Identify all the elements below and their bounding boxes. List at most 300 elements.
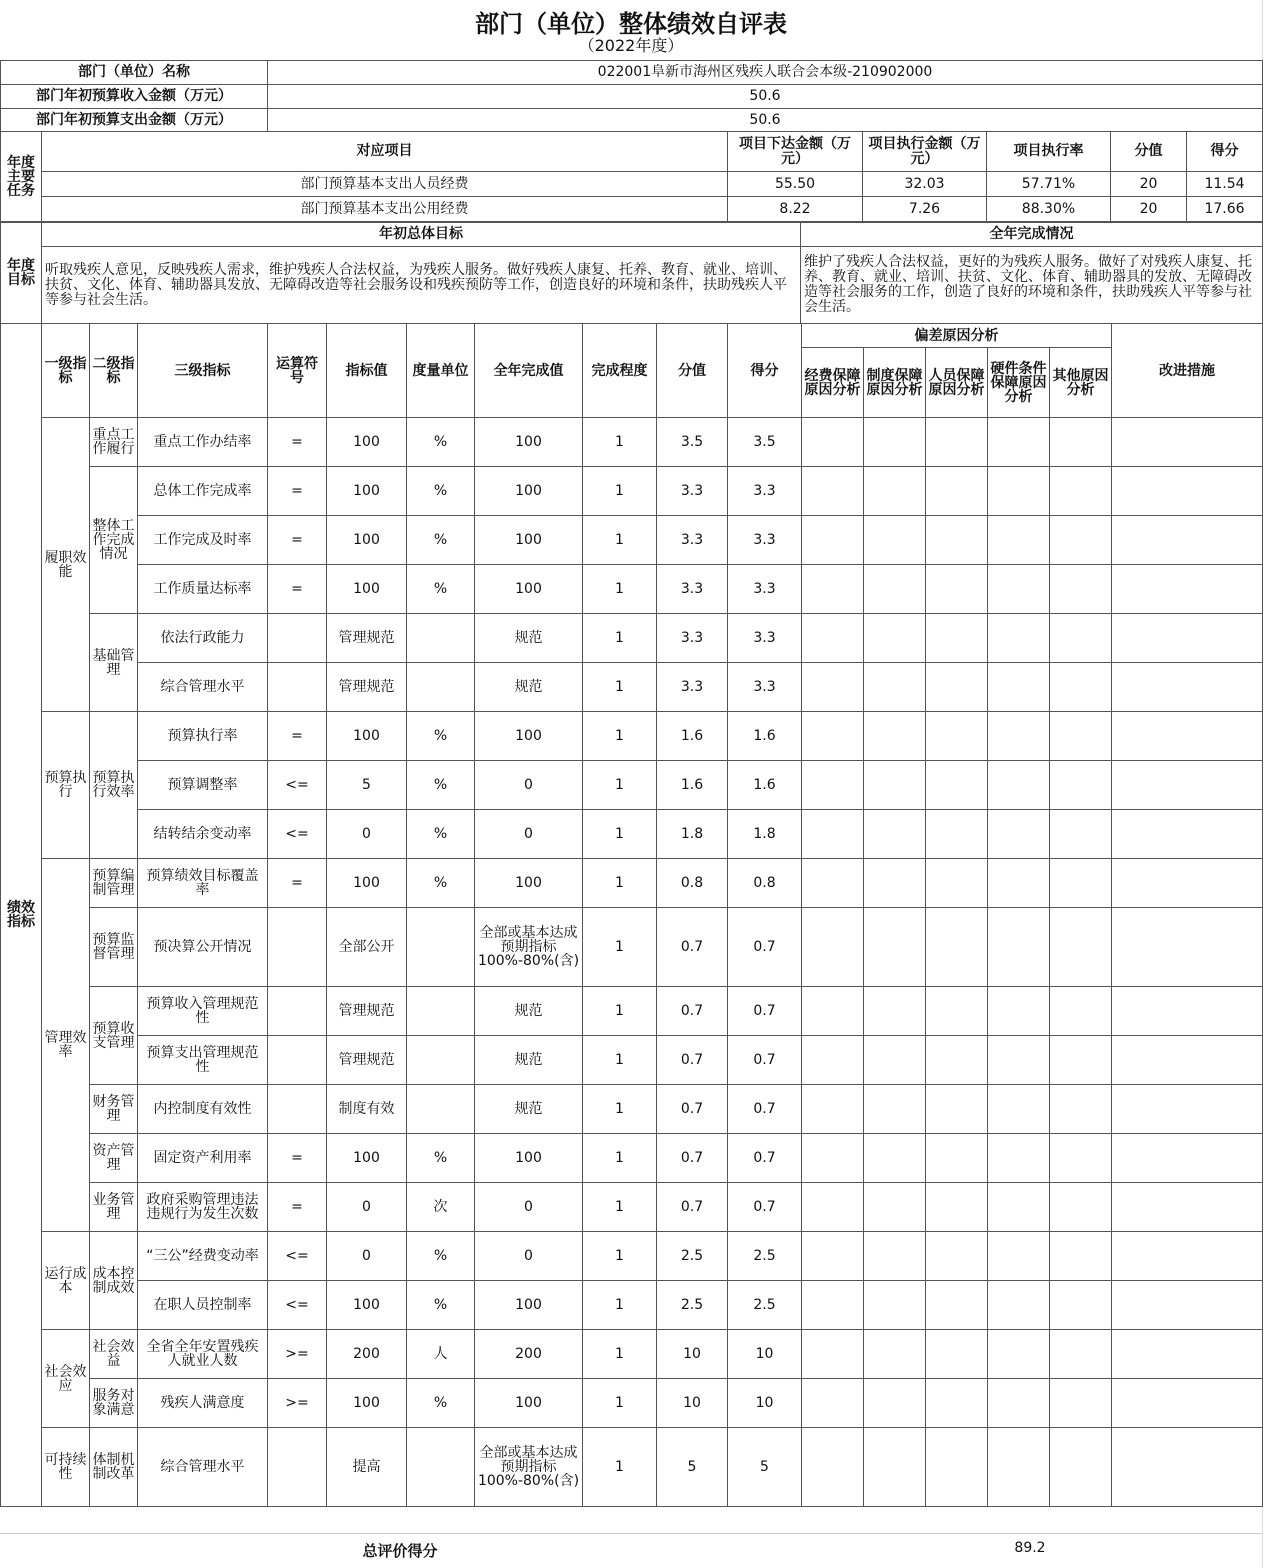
deviation-cell-1: [802, 1428, 864, 1507]
operator: =: [268, 712, 327, 761]
unit: %: [407, 418, 475, 467]
score-got: 1.6: [728, 761, 802, 810]
target-value: 管理规范: [327, 663, 407, 712]
deviation-cell-1: [802, 1085, 864, 1134]
deviation-cell-2: [864, 614, 926, 663]
deviation-cell-2: [864, 1232, 926, 1281]
completion-degree: 1: [583, 614, 657, 663]
goals-initial-header: 年初总体目标: [42, 223, 801, 247]
unit: 次: [407, 1183, 475, 1232]
improvement-cell: [1112, 761, 1263, 810]
score-weight: 2.5: [657, 1232, 728, 1281]
deviation-cell-2: [864, 1330, 926, 1379]
table-row: [1, 859, 1263, 908]
score-weight: 0.7: [657, 1085, 728, 1134]
operator: =: [268, 516, 327, 565]
deviation-cell-3: [926, 1232, 988, 1281]
perf-header-improve: 改进措施: [1112, 324, 1263, 418]
deviation-cell-2: [864, 663, 926, 712]
deviation-cell-1: [802, 1134, 864, 1183]
target-value: 5: [327, 761, 407, 810]
table-row: [1, 565, 1263, 614]
score-weight: 3.3: [657, 565, 728, 614]
deviation-cell-4: [988, 418, 1050, 467]
target-value: 提高: [327, 1428, 407, 1507]
deviation-cell-2: [864, 761, 926, 810]
unit: 人: [407, 1330, 475, 1379]
score-weight: 1.6: [657, 761, 728, 810]
score-got: 1.6: [728, 712, 802, 761]
operator: >=: [268, 1330, 327, 1379]
completion-degree: 1: [583, 1379, 657, 1428]
table-row: [1, 1330, 1263, 1379]
level1-indicator: 履职效能: [42, 418, 90, 712]
score-weight: 0.7: [657, 1183, 728, 1232]
deviation-cell-3: [926, 418, 988, 467]
unit: %: [407, 565, 475, 614]
score-got: 10: [728, 1379, 802, 1428]
deviation-cell-4: [988, 1428, 1050, 1507]
deviation-cell-1: [802, 1183, 864, 1232]
unit: %: [407, 1379, 475, 1428]
target-value: 100: [327, 565, 407, 614]
deviation-cell-4: [988, 1379, 1050, 1428]
score-got: 3.3: [728, 467, 802, 516]
completion-degree: 1: [583, 712, 657, 761]
completion-degree: 1: [583, 1134, 657, 1183]
actual-value: 0: [475, 810, 583, 859]
score-got: 0.7: [728, 1036, 802, 1085]
level2-indicator: 资产管理: [90, 1134, 138, 1183]
task-name: 部门预算基本支出人员经费: [42, 172, 728, 197]
actual-value: 100: [475, 467, 583, 516]
score-weight: 0.7: [657, 908, 728, 987]
deviation-cell-3: [926, 987, 988, 1036]
score-weight: 0.8: [657, 859, 728, 908]
level2-indicator: 预算编制管理: [90, 859, 138, 908]
table-row: [1, 987, 1263, 1036]
deviation-cell-1: [802, 859, 864, 908]
completion-degree: 1: [583, 1085, 657, 1134]
level1-indicator: 运行成本: [42, 1232, 90, 1330]
deviation-cell-2: [864, 1085, 926, 1134]
deviation-cell-4: [988, 761, 1050, 810]
unit: %: [407, 810, 475, 859]
unit: %: [407, 1134, 475, 1183]
deviation-cell-5: [1050, 1330, 1112, 1379]
improvement-cell: [1112, 1036, 1263, 1085]
target-value: 100: [327, 859, 407, 908]
perf-header-degree: 完成程度: [583, 324, 657, 418]
improvement-cell: [1112, 418, 1263, 467]
table-row: [1, 810, 1263, 859]
info-table: [0, 60, 1263, 132]
actual-value: 100: [475, 712, 583, 761]
deviation-cell-2: [864, 1281, 926, 1330]
score-got: 0.8: [728, 859, 802, 908]
improvement-cell: [1112, 565, 1263, 614]
deviation-cell-1: [802, 1330, 864, 1379]
table-row: [1, 1379, 1263, 1428]
perf-header-target: 指标值: [327, 324, 407, 418]
deviation-cell-1: [802, 1036, 864, 1085]
perf-header-d3: 人员保障原因分析: [926, 348, 988, 418]
level3-indicator: “三公”经费变动率: [138, 1232, 268, 1281]
operator: =: [268, 1183, 327, 1232]
deviation-cell-2: [864, 1134, 926, 1183]
perf-header-deviation: 偏差原因分析: [802, 324, 1112, 348]
deviation-cell-4: [988, 712, 1050, 761]
deviation-cell-4: [988, 1281, 1050, 1330]
deviation-cell-5: [1050, 1134, 1112, 1183]
goals-done-text: 维护了残疾人合法权益，更好的为残疾人服务。做好了对残疾人康复、托养、教育、就业、培训、扶贫、文化、体育、辅助器具的发放、无障碍改造等社会服务的工作，创造了良好的环境和条件，扶助残疾人平等参与社会生活。: [801, 247, 1263, 324]
level3-indicator: 在职人员控制率: [138, 1281, 268, 1330]
unit: %: [407, 761, 475, 810]
deviation-cell-5: [1050, 614, 1112, 663]
perf-header-l3: 三级指标: [138, 324, 268, 418]
deviation-cell-5: [1050, 516, 1112, 565]
target-value: 0: [327, 1232, 407, 1281]
target-value: 管理规范: [327, 987, 407, 1036]
score-got: 1.8: [728, 810, 802, 859]
level3-indicator: 政府采购管理违法违规行为发生次数: [138, 1183, 268, 1232]
level1-indicator: 可持续性: [42, 1428, 90, 1507]
unit: [407, 1085, 475, 1134]
tasks-header-project: 对应项目: [42, 132, 728, 172]
goals-done-header: 全年完成情况: [801, 223, 1263, 247]
operator: [268, 1085, 327, 1134]
deviation-cell-3: [926, 712, 988, 761]
score-weight: 10: [657, 1379, 728, 1428]
deviation-cell-1: [802, 761, 864, 810]
table-row: [1, 908, 1263, 987]
level2-indicator: 财务管理: [90, 1085, 138, 1134]
expense-value: 50.6: [268, 109, 1263, 132]
deviation-cell-3: [926, 467, 988, 516]
perf-header-d5: 其他原因分析: [1050, 348, 1112, 418]
improvement-cell: [1112, 663, 1263, 712]
improvement-cell: [1112, 467, 1263, 516]
deviation-cell-1: [802, 987, 864, 1036]
income-value: 50.6: [268, 85, 1263, 109]
unit: %: [407, 712, 475, 761]
level1-indicator: 预算执行: [42, 712, 90, 859]
level3-indicator: 预算绩效目标覆盖率: [138, 859, 268, 908]
target-value: 0: [327, 1183, 407, 1232]
deviation-cell-2: [864, 810, 926, 859]
unit: [407, 987, 475, 1036]
completion-degree: 1: [583, 987, 657, 1036]
table-row: [1, 712, 1263, 761]
actual-value: 100: [475, 565, 583, 614]
deviation-cell-3: [926, 810, 988, 859]
unit: [407, 614, 475, 663]
deviation-cell-1: [802, 1379, 864, 1428]
level3-indicator: 依法行政能力: [138, 614, 268, 663]
perf-header-actual: 全年完成值: [475, 324, 583, 418]
deviation-cell-1: [802, 565, 864, 614]
deviation-cell-3: [926, 1134, 988, 1183]
expense-label: 部门年初预算支出金额（万元）: [1, 109, 268, 132]
level3-indicator: 总体工作完成率: [138, 467, 268, 516]
score-got: 3.3: [728, 565, 802, 614]
deviation-cell-1: [802, 1232, 864, 1281]
deviation-cell-5: [1050, 1085, 1112, 1134]
table-row: [1, 1183, 1263, 1232]
deviation-cell-3: [926, 761, 988, 810]
deviation-cell-2: [864, 712, 926, 761]
improvement-cell: [1112, 1232, 1263, 1281]
goals-side-label: 年度目标: [1, 223, 42, 324]
goals-initial-text: 听取残疾人意见，反映残疾人需求，维护残疾人合法权益，为残疾人服务。做好残疾人康复、托养、教育、就业、培训、扶贫、文化、体育、辅助器具发放、无障碍改造等社会服务设和残疾预防等工作，创造良好的环境和条件，扶助残疾人平等参与社会生活。: [42, 247, 801, 324]
level3-indicator: 工作完成及时率: [138, 516, 268, 565]
task-got: 17.66: [1187, 197, 1263, 222]
level3-indicator: 预决算公开情况: [138, 908, 268, 987]
level3-indicator: 综合管理水平: [138, 663, 268, 712]
completion-degree: 1: [583, 859, 657, 908]
score-got: 3.3: [728, 663, 802, 712]
deviation-cell-3: [926, 1281, 988, 1330]
unit: %: [407, 1281, 475, 1330]
actual-value: 100: [475, 1281, 583, 1330]
perf-header-op: 运算符号: [268, 324, 327, 418]
level3-indicator: 工作质量达标率: [138, 565, 268, 614]
deviation-cell-4: [988, 810, 1050, 859]
actual-value: 100: [475, 516, 583, 565]
actual-value: 规范: [475, 987, 583, 1036]
actual-value: 200: [475, 1330, 583, 1379]
level2-indicator: 业务管理: [90, 1183, 138, 1232]
score-got: 5: [728, 1428, 802, 1507]
deviation-cell-2: [864, 516, 926, 565]
perf-header-score: 分值: [657, 324, 728, 418]
target-value: 0: [327, 810, 407, 859]
unit: %: [407, 859, 475, 908]
table-row: [1, 516, 1263, 565]
actual-value: 规范: [475, 1036, 583, 1085]
operator: =: [268, 859, 327, 908]
deviation-cell-5: [1050, 1036, 1112, 1085]
score-got: 0.7: [728, 1085, 802, 1134]
improvement-cell: [1112, 987, 1263, 1036]
deviation-cell-3: [926, 1085, 988, 1134]
completion-degree: 1: [583, 1281, 657, 1330]
level3-indicator: 内控制度有效性: [138, 1085, 268, 1134]
table-row: [1, 467, 1263, 516]
deviation-cell-2: [864, 1379, 926, 1428]
perf-header-d2: 制度保障原因分析: [864, 348, 926, 418]
actual-value: 100: [475, 1134, 583, 1183]
completion-degree: 1: [583, 1183, 657, 1232]
perf-header-d1: 经费保障原因分析: [802, 348, 864, 418]
operator: =: [268, 565, 327, 614]
operator: =: [268, 1134, 327, 1183]
deviation-cell-4: [988, 1232, 1050, 1281]
dept-name-value: 022001阜新市海州区残疾人联合会本级-210902000: [268, 61, 1263, 85]
deviation-cell-2: [864, 908, 926, 987]
level3-indicator: 残疾人满意度: [138, 1379, 268, 1428]
deviation-cell-1: [802, 1281, 864, 1330]
deviation-cell-3: [926, 859, 988, 908]
table-row: [1, 172, 1263, 197]
task-rate: 57.71%: [987, 172, 1111, 197]
deviation-cell-5: [1050, 1281, 1112, 1330]
improvement-cell: [1112, 1330, 1263, 1379]
tasks-header-issued: 项目下达金额（万元）: [728, 132, 863, 172]
score-got: 2.5: [728, 1232, 802, 1281]
improvement-cell: [1112, 908, 1263, 987]
deviation-cell-1: [802, 516, 864, 565]
deviation-cell-2: [864, 418, 926, 467]
task-score: 20: [1111, 197, 1187, 222]
deviation-cell-5: [1050, 663, 1112, 712]
improvement-cell: [1112, 1281, 1263, 1330]
total-score-label: 总评价得分: [362, 1542, 438, 1560]
deviation-cell-5: [1050, 1379, 1112, 1428]
improvement-cell: [1112, 614, 1263, 663]
performance-table: [0, 323, 1263, 1507]
unit: [407, 663, 475, 712]
improvement-cell: [1112, 1134, 1263, 1183]
operator: <=: [268, 1232, 327, 1281]
deviation-cell-5: [1050, 761, 1112, 810]
target-value: 全部公开: [327, 908, 407, 987]
completion-degree: 1: [583, 810, 657, 859]
score-got: 2.5: [728, 1281, 802, 1330]
score-weight: 0.7: [657, 1134, 728, 1183]
total-score-value: 89.2: [1014, 1540, 1046, 1556]
level2-indicator: 预算收支管理: [90, 987, 138, 1085]
task-issued: 8.22: [728, 197, 863, 222]
deviation-cell-4: [988, 908, 1050, 987]
deviation-cell-3: [926, 516, 988, 565]
target-value: 100: [327, 1134, 407, 1183]
improvement-cell: [1112, 859, 1263, 908]
actual-value: 0: [475, 1183, 583, 1232]
table-row: [1, 1428, 1263, 1507]
deviation-cell-5: [1050, 987, 1112, 1036]
task-got: 11.54: [1187, 172, 1263, 197]
completion-degree: 1: [583, 1036, 657, 1085]
score-weight: 0.7: [657, 987, 728, 1036]
operator: =: [268, 418, 327, 467]
score-weight: 2.5: [657, 1281, 728, 1330]
target-value: 制度有效: [327, 1085, 407, 1134]
level2-indicator: 预算执行效率: [90, 712, 138, 859]
deviation-cell-1: [802, 810, 864, 859]
level3-indicator: 固定资产利用率: [138, 1134, 268, 1183]
deviation-cell-2: [864, 987, 926, 1036]
table-row: [1, 761, 1263, 810]
unit: [407, 1428, 475, 1507]
improvement-cell: [1112, 712, 1263, 761]
level2-indicator: 预算监督管理: [90, 908, 138, 987]
completion-degree: 1: [583, 1428, 657, 1507]
deviation-cell-2: [864, 1036, 926, 1085]
score-weight: 3.3: [657, 614, 728, 663]
deviation-cell-5: [1050, 908, 1112, 987]
actual-value: 规范: [475, 663, 583, 712]
improvement-cell: [1112, 1379, 1263, 1428]
target-value: 100: [327, 1379, 407, 1428]
table-row: [1, 418, 1263, 467]
level2-indicator: 成本控制成效: [90, 1232, 138, 1330]
deviation-cell-4: [988, 1134, 1050, 1183]
perf-header-l1: 一级指标: [42, 324, 90, 418]
table-row: [1, 1281, 1263, 1330]
target-value: 100: [327, 712, 407, 761]
actual-value: 规范: [475, 1085, 583, 1134]
completion-degree: 1: [583, 663, 657, 712]
completion-degree: 1: [583, 1232, 657, 1281]
target-value: 100: [327, 418, 407, 467]
deviation-cell-5: [1050, 810, 1112, 859]
deviation-cell-4: [988, 1036, 1050, 1085]
score-weight: 5: [657, 1428, 728, 1507]
improvement-cell: [1112, 810, 1263, 859]
score-got: 3.3: [728, 614, 802, 663]
completion-degree: 1: [583, 761, 657, 810]
score-got: 0.7: [728, 908, 802, 987]
level3-indicator: 结转结余变动率: [138, 810, 268, 859]
deviation-cell-4: [988, 1085, 1050, 1134]
actual-value: 100: [475, 1379, 583, 1428]
score-got: 0.7: [728, 987, 802, 1036]
perf-header-l2: 二级指标: [90, 324, 138, 418]
dept-name-label: 部门（单位）名称: [1, 61, 268, 85]
deviation-cell-4: [988, 565, 1050, 614]
level3-indicator: 预算收入管理规范性: [138, 987, 268, 1036]
income-label: 部门年初预算收入金额（万元）: [1, 85, 268, 109]
task-issued: 55.50: [728, 172, 863, 197]
deviation-cell-3: [926, 1036, 988, 1085]
task-score: 20: [1111, 172, 1187, 197]
improvement-cell: [1112, 1183, 1263, 1232]
level3-indicator: 全省全年安置残疾人就业人数: [138, 1330, 268, 1379]
actual-value: 100: [475, 418, 583, 467]
completion-degree: 1: [583, 565, 657, 614]
completion-degree: 1: [583, 908, 657, 987]
deviation-cell-4: [988, 516, 1050, 565]
improvement-cell: [1112, 1428, 1263, 1507]
perf-header-d4: 硬件条件保障原因分析: [988, 348, 1050, 418]
actual-value: 0: [475, 1232, 583, 1281]
perf-side-label: 绩效指标: [1, 324, 42, 1507]
operator: [268, 987, 327, 1036]
score-weight: 3.3: [657, 467, 728, 516]
deviation-cell-3: [926, 1379, 988, 1428]
total-score-row: [0, 1533, 1262, 1564]
deviation-cell-5: [1050, 859, 1112, 908]
operator: >=: [268, 1379, 327, 1428]
operator: <=: [268, 810, 327, 859]
deviation-cell-4: [988, 467, 1050, 516]
deviation-cell-3: [926, 663, 988, 712]
deviation-cell-4: [988, 663, 1050, 712]
deviation-cell-3: [926, 908, 988, 987]
deviation-cell-5: [1050, 1232, 1112, 1281]
deviation-cell-5: [1050, 712, 1112, 761]
task-executed: 32.03: [863, 172, 987, 197]
completion-degree: 1: [583, 467, 657, 516]
score-got: 10: [728, 1330, 802, 1379]
target-value: 200: [327, 1330, 407, 1379]
deviation-cell-3: [926, 1428, 988, 1507]
score-got: 3.5: [728, 418, 802, 467]
level2-indicator: 社会效益: [90, 1330, 138, 1379]
unit: [407, 1036, 475, 1085]
score-got: 0.7: [728, 1183, 802, 1232]
